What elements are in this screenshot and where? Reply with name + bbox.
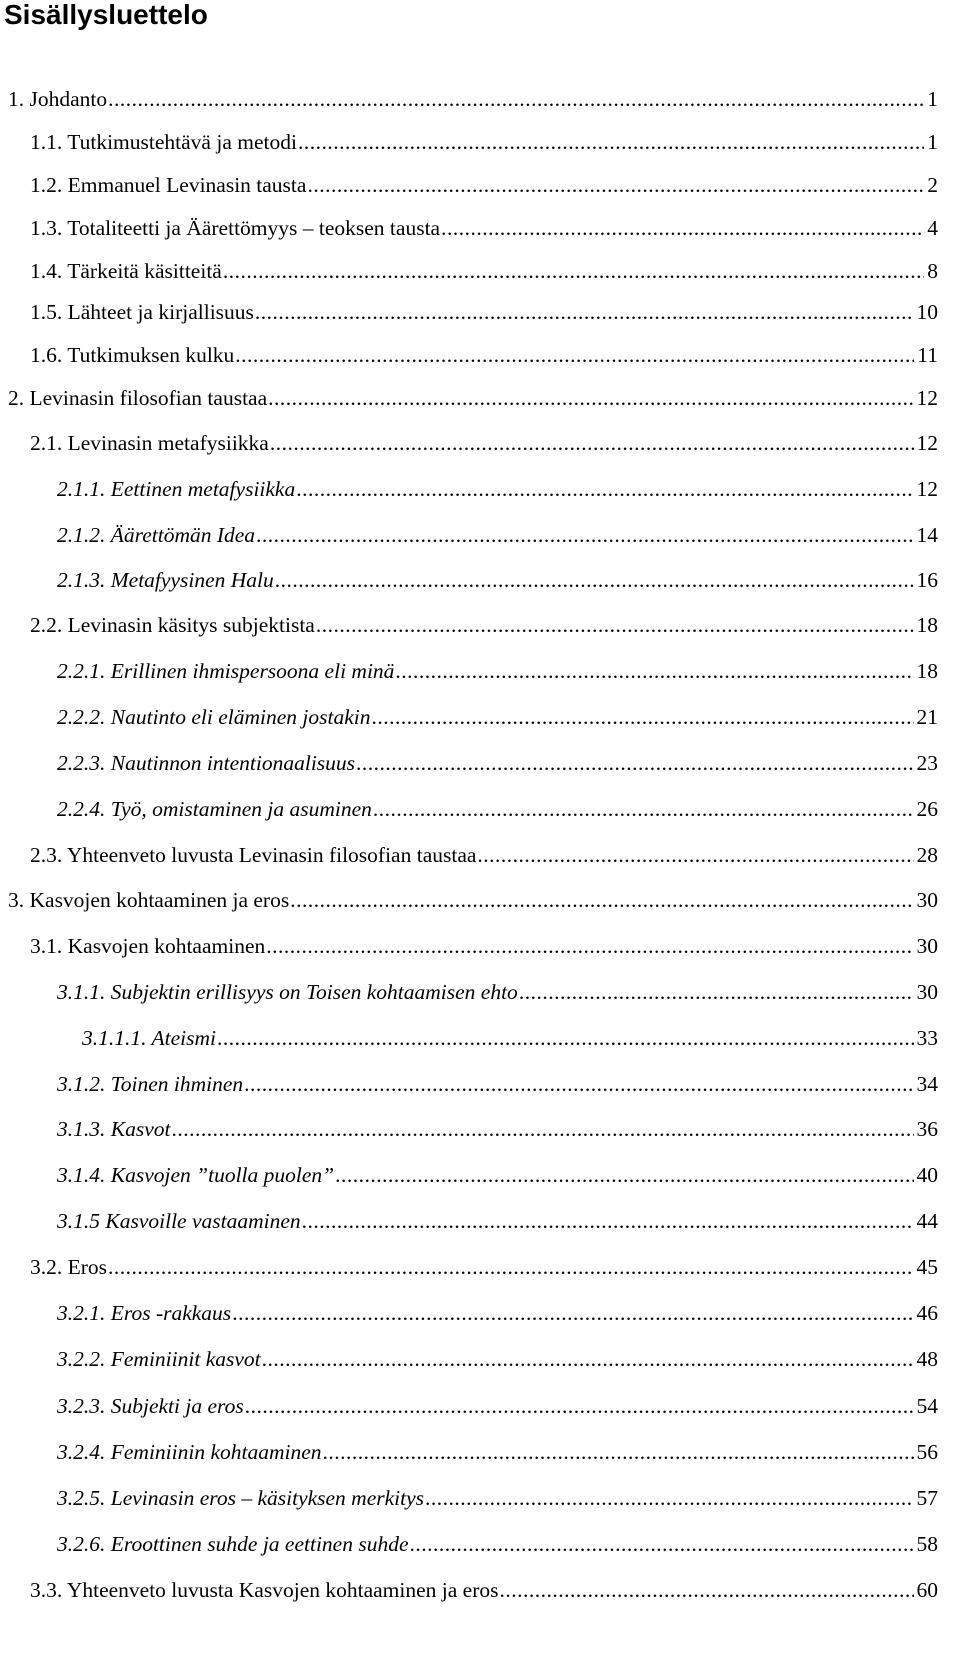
toc-entry-label: 3. Kasvojen kohtaaminen ja eros [8,888,290,912]
toc-entry-label: 3.1.5 Kasvoille vastaaminen [57,1209,301,1233]
toc-entry[interactable] [57,1483,938,1513]
toc-entry[interactable] [57,977,938,1007]
toc-page-number: 30 [916,888,938,912]
dot-leader [255,297,914,327]
toc-page-number: 26 [916,797,938,821]
toc-entry[interactable] [57,794,938,824]
toc-entry-label: 1.2. Emmanuel Levinasin tausta [30,173,307,197]
toc-entry[interactable] [57,1114,938,1144]
dot-leader [372,702,914,732]
dot-leader [245,1391,914,1421]
toc-page-number: 8 [927,259,938,283]
toc-entry[interactable] [30,1575,938,1605]
dot-leader [296,474,913,504]
toc-page-number: 58 [916,1532,938,1556]
toc-entry[interactable] [30,931,938,961]
toc-page-number: 48 [916,1347,938,1371]
toc-entry[interactable] [30,256,938,286]
dot-leader [323,1437,914,1467]
dot-leader [373,794,914,824]
toc-entry[interactable] [30,297,938,327]
toc-page-number: 44 [916,1209,938,1233]
dot-leader [171,1114,913,1144]
toc-entry-label: 3.2.2. Feminiinit kasvot [57,1347,261,1371]
dot-leader [108,1252,913,1282]
toc-page-number: 28 [916,843,938,867]
dot-leader [235,340,914,370]
toc-page-number: 33 [916,1026,938,1050]
toc-entry[interactable] [57,1437,938,1467]
toc-entry[interactable] [30,170,938,200]
toc-page-number: 60 [916,1578,938,1602]
toc-entry[interactable] [57,1529,938,1559]
dot-leader [519,977,914,1007]
dot-leader [217,1023,914,1053]
dot-leader [270,428,914,458]
dot-leader [410,1529,914,1559]
toc-entry[interactable] [57,1344,938,1374]
toc-entry[interactable] [57,656,938,686]
dot-leader [298,127,924,157]
toc-page-number: 2 [927,173,938,197]
toc-entry-label: 3.1.1.1. Ateismi [82,1026,216,1050]
dot-leader [275,565,914,595]
toc-page-number: 10 [916,300,938,324]
toc-entry-label: 1.3. Totaliteetti ja Äärettömyys – teoksen tausta [30,216,441,240]
toc-page-number: 57 [916,1486,938,1510]
toc-entry-label: 2.2.2. Nautinto eli eläminen jostakin [57,705,371,729]
toc-entry-label: 3.1. Kasvojen kohtaaminen [30,934,266,958]
toc-entry-label: 1.5. Lähteet ja kirjallisuus [30,300,254,324]
dot-leader [500,1575,914,1605]
toc-entry-label: 1.4. Tärkeitä käsitteitä [30,259,222,283]
toc-page-number: 12 [916,431,938,455]
toc-entry-label: 3.1.1. Subjektin erillisyys on Toisen kohtaamisen ehto [57,980,518,1004]
toc-entry[interactable] [30,127,938,157]
toc-entry[interactable] [30,213,938,243]
toc-entry-label: 3.1.3. Kasvot [57,1117,171,1141]
toc-entry-label: 2.2. Levinasin käsitys subjektista [30,613,315,637]
toc-entry-label: 3.1.4. Kasvojen ”tuolla puolen” [57,1163,335,1187]
toc-page-number: 54 [916,1394,938,1418]
toc-page-number: 34 [916,1072,938,1096]
toc-page-number: 21 [916,705,938,729]
toc-entry-label: 2. Levinasin filosofian taustaa [8,386,268,410]
dot-leader [477,840,913,870]
toc-page-number: 30 [916,934,938,958]
dot-leader [356,748,913,778]
dot-leader [256,520,913,550]
toc-page-number: 14 [916,523,938,547]
toc-entry[interactable] [30,340,938,370]
toc-page-number: 12 [916,477,938,501]
toc-entry[interactable] [30,428,938,458]
toc-entry[interactable] [82,1023,938,1053]
toc-entry-label: 3.3. Yhteenveto luvusta Kasvojen kohtaaminen ja eros [30,1578,499,1602]
toc-entry-label: 2.2.1. Erillinen ihmispersoona eli minä [57,659,395,683]
toc-entry[interactable] [30,1252,938,1282]
dot-leader [262,1344,914,1374]
toc-page-number: 30 [916,980,938,1004]
toc-entry[interactable] [57,1391,938,1421]
dot-leader [244,1069,913,1099]
toc-page-number: 1 [927,87,938,111]
toc-entry[interactable] [57,1069,938,1099]
dot-leader [302,1206,914,1236]
toc-entry-label: 3.2.3. Subjekti ja eros [57,1394,244,1418]
toc-entry[interactable] [57,474,938,504]
toc-entry[interactable] [57,565,938,595]
toc-entry[interactable] [57,1160,938,1190]
dot-leader [290,885,913,915]
toc-entry-label: 2.1.2. Äärettömän Idea [57,523,256,547]
dot-leader [316,610,914,640]
dot-leader [223,256,924,286]
toc-page-number: 23 [916,751,938,775]
toc-entry[interactable] [8,383,938,413]
dot-leader [395,656,913,686]
dot-leader [425,1483,913,1513]
toc-entry-label: 2.1.1. Eettinen metafysiikka [57,477,296,501]
toc-entry-label: 2.2.4. Työ, omistaminen ja asuminen [57,797,372,821]
toc-entry[interactable] [57,1298,938,1328]
toc-page-number: 45 [916,1255,938,1279]
toc-entry-label: 2.3. Yhteenveto luvusta Levinasin filosofian taustaa [30,843,477,867]
dot-leader [232,1298,913,1328]
dot-leader [335,1160,913,1190]
toc-page-number: 4 [927,216,938,240]
page-title: Sisällysluettelo [4,0,208,30]
toc-entry-label: 2.2.3. Nautinnon intentionaalisuus [57,751,356,775]
toc-page-number: 11 [917,343,938,367]
dot-leader [307,170,924,200]
toc-page-number: 18 [916,613,938,637]
toc-page-number: 56 [916,1440,938,1464]
toc-entry-label: 2.1. Levinasin metafysiikka [30,431,269,455]
toc-page-number: 18 [916,659,938,683]
toc-entry-label: 1.1. Tutkimustehtävä ja metodi [30,130,297,154]
toc-page-number: 12 [916,386,938,410]
toc-page-number: 16 [916,568,938,592]
toc-entry[interactable] [57,748,938,778]
toc-page-number: 1 [927,130,938,154]
toc-page-number: 46 [916,1301,938,1325]
toc-entry[interactable] [8,84,938,114]
toc-entry-label: 3.2.5. Levinasin eros – käsityksen merkitys [57,1486,425,1510]
toc-entry[interactable] [8,885,938,915]
toc-page-number: 40 [916,1163,938,1187]
toc-page-number: 36 [916,1117,938,1141]
toc-entry[interactable] [30,840,938,870]
toc-entry-label: 3.2.6. Eroottinen suhde ja eettinen suhde [57,1532,409,1556]
toc-entry[interactable] [57,1206,938,1236]
toc-entry[interactable] [57,702,938,732]
toc-entry-label: 1. Johdanto [8,87,108,111]
dot-leader [268,383,913,413]
toc-entry-label: 3.2.4. Feminiinin kohtaaminen [57,1440,322,1464]
toc-entry[interactable] [57,520,938,550]
dot-leader [441,213,924,243]
toc-entry-label: 3.2.1. Eros -rakkaus [57,1301,232,1325]
toc-entry-label: 2.1.3. Metafyysinen Halu [57,568,274,592]
toc-entry-label: 3.1.2. Toinen ihminen [57,1072,244,1096]
dot-leader [108,84,924,114]
toc-entry-label: 1.6. Tutkimuksen kulku [30,343,235,367]
toc-entry[interactable] [30,610,938,640]
dot-leader [266,931,913,961]
toc-entry-label: 3.2. Eros [30,1255,108,1279]
